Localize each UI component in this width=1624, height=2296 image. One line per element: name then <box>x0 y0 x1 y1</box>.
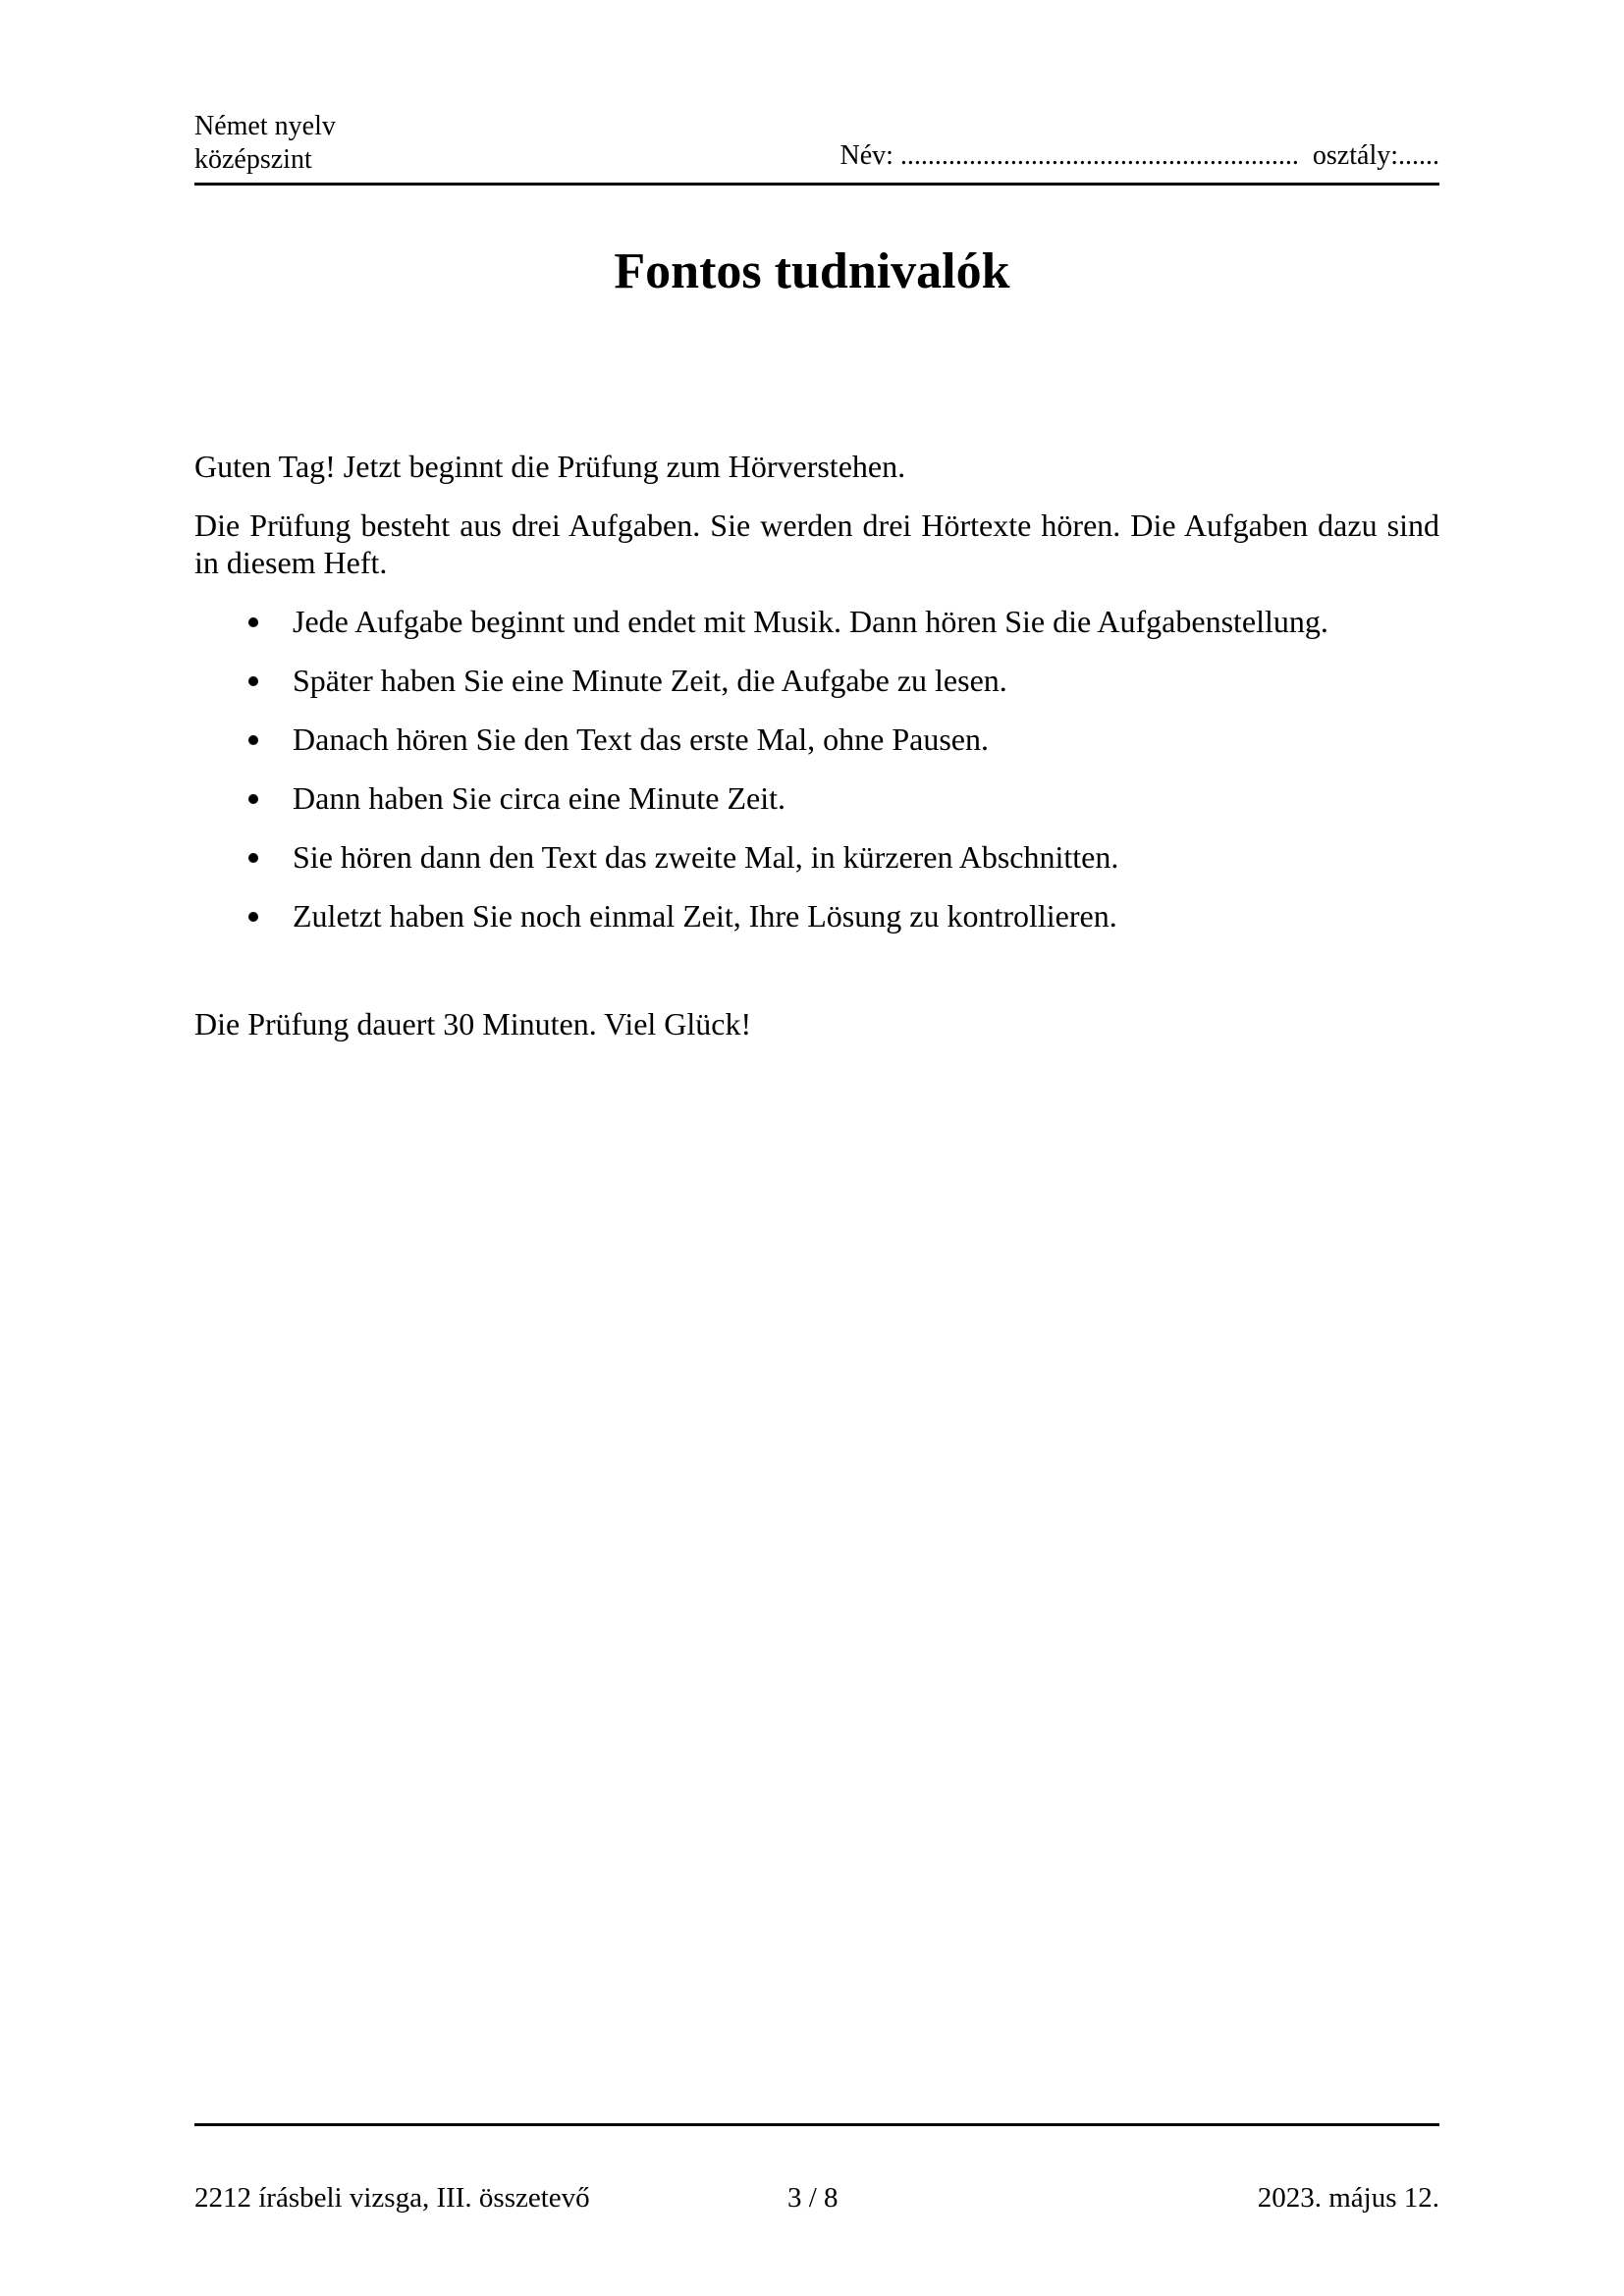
header-subject: Német nyelv <box>194 111 336 141</box>
greeting-paragraph: Guten Tag! Jetzt beginnt die Prüfung zum Hörverstehen. <box>194 449 906 484</box>
list-item-text: Danach hören Sie den Text das erste Mal, ohne Pausen. <box>293 721 989 757</box>
intro-paragraph: Die Prüfung besteht aus drei Aufgaben. Sie werden drei Hörtexte hören. Die Aufgaben dazu sind in diesem Heft. <box>194 507 1439 580</box>
page-header <box>194 110 1439 186</box>
footer-exam-code: 2212 írásbeli vizsga, III. összetevő <box>194 2182 590 2214</box>
list-item <box>194 662 1439 699</box>
list-item <box>194 838 1439 876</box>
list-item-text: Sie hören dann den Text das zweite Mal, in kürzeren Abschnitten. <box>293 839 1119 875</box>
closing-paragraph: Die Prüfung dauert 30 Minuten. Viel Glück! <box>194 1006 752 1041</box>
header-level: középszint <box>194 144 312 175</box>
bullet-icon <box>248 794 258 804</box>
header-fields <box>839 139 1439 173</box>
bullet-icon <box>248 853 258 863</box>
bullet-icon <box>248 912 258 922</box>
footer-date: 2023. május 12. <box>1257 2182 1439 2214</box>
bullet-icon <box>248 735 258 745</box>
page-footer <box>194 2123 1439 2215</box>
footer-page-number: 3 / 8 <box>787 2182 839 2214</box>
instructions-body <box>194 448 1439 1064</box>
bullet-icon <box>248 676 258 686</box>
header-subject-block <box>194 110 336 177</box>
list-item-text: Dann haben Sie circa eine Minute Zeit. <box>293 780 786 816</box>
list-item <box>194 721 1439 758</box>
list-item-text: Jede Aufgabe beginnt und endet mit Musik. Dann hören Sie die Aufgabenstellung. <box>293 604 1328 639</box>
list-item <box>194 603 1439 640</box>
list-item-text: Später haben Sie eine Minute Zeit, die Aufgabe zu lesen. <box>293 663 1007 698</box>
page-title: Fontos tudnivalók <box>614 243 1010 299</box>
name-field: Név: .......................................................... <box>839 140 1299 171</box>
list-item-text: Zuletzt haben Sie noch einmal Zeit, Ihre Lösung zu kontrollieren. <box>293 898 1117 934</box>
list-item <box>194 779 1439 817</box>
instruction-list <box>194 603 1439 934</box>
list-item <box>194 897 1439 934</box>
bullet-icon <box>248 617 258 627</box>
class-field: osztály:...... <box>1312 140 1439 171</box>
